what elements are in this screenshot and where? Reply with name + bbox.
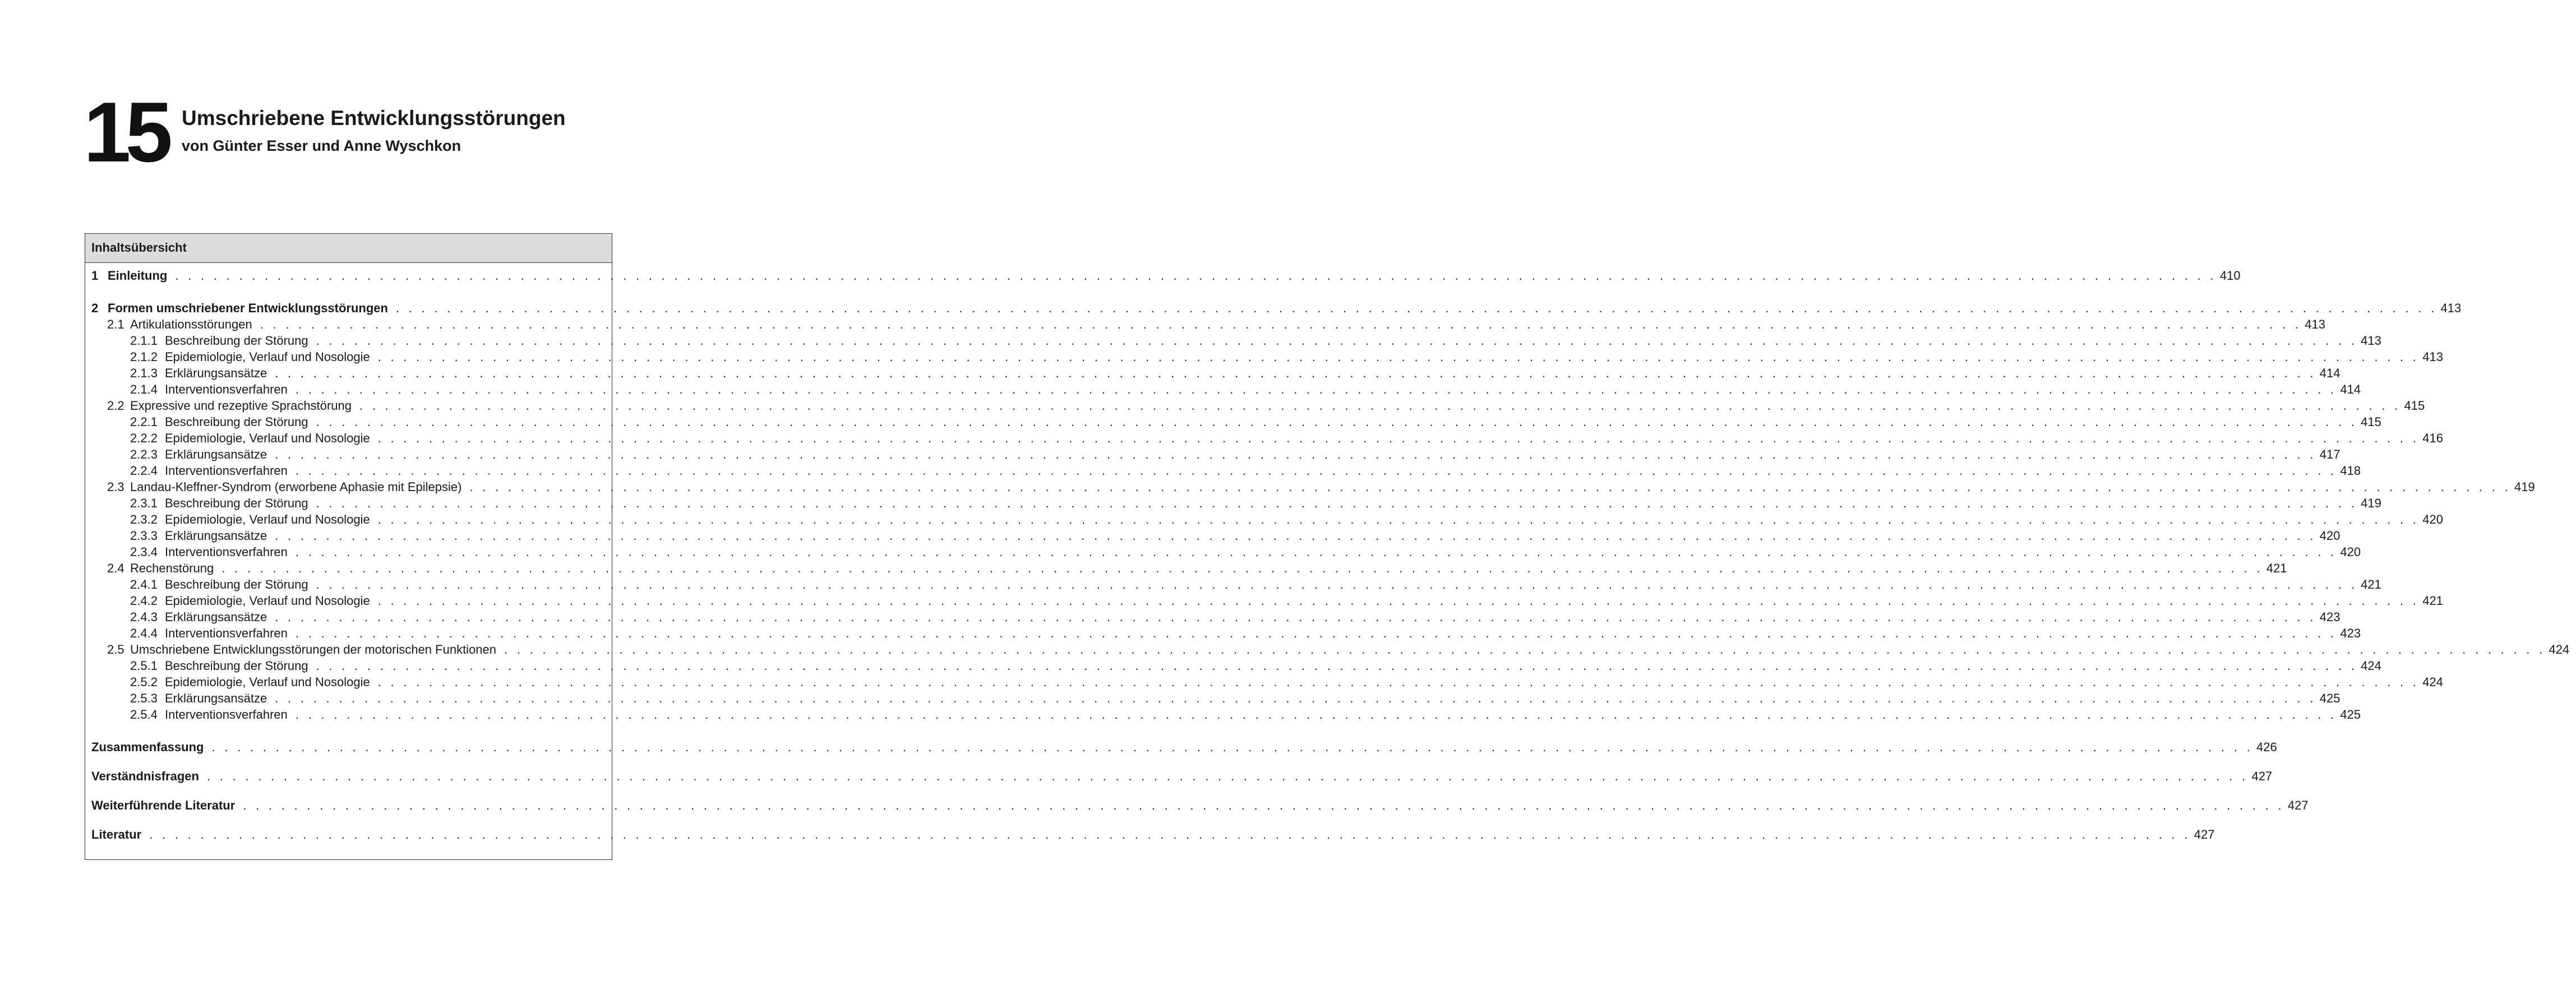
toc-leader-dots: . . . . . . . . . . . . . . . . . . . . . . . . . . . . . . . . . . . . . . . . . . . . . . . . . . . . . . . . . . . . . . . . . . . . . . . . . . . . . . . . . . . . . . . . . . . . . . . . . . . . . . . . . . . . . . . . . . . . . . . . . . . . . . . . . . . . . . . . . . . . . . . . . . . . . . . . . . . . . . . . <box>316 415 2358 429</box>
toc-entry-page: 419 <box>2361 496 2381 510</box>
toc-entry-page: 421 <box>2266 561 2287 575</box>
toc-entry <box>85 511 2443 528</box>
toc-entry <box>85 430 2443 446</box>
toc-leader-dots: . . . . . . . . . . . . . . . . . . . . . . . . . . . . . . . . . . . . . . . . . . . . . . . . . . . . . . . . . . . . . . . . . . . . . . . . . . . . . . . . . . . . . . . . . . . . . . . . . . . . . . . . . . . . . . . . . . . . . . . . . . . . . . . . . . . . . . . . . . . . . . . . . . . . . . . . . . . . . . . . <box>149 827 2191 841</box>
toc-entry-number: 2.1.3 <box>130 366 158 380</box>
toc-leader-dots: . . . . . . . . . . . . . . . . . . . . . . . . . . . . . . . . . . . . . . . . . . . . . . . . . . . . . . . . . . . . . . . . . . . . . . . . . . . . . . . . . . . . . . . . . . . . . . . . . . . . . . . . . . . . . . . . . . . . . . . . . . . . . . . . . . . . . . . . . . . . . . . . . . . . . . . . . . . . . . . . <box>175 269 2217 283</box>
toc-leader-dots: . . . . . . . . . . . . . . . . . . . . . . . . . . . . . . . . . . . . . . . . . . . . . . . . . . . . . . . . . . . . . . . . . . . . . . . . . . . . . . . . . . . . . . . . . . . . . . . . . . . . . . . . . . . . . . . . . . . . . . . . . . . . . . . . . . . . . . . . . . . . . . . . . . . . . . . . . . . . . . . . <box>469 480 2511 494</box>
toc-entry <box>85 625 2361 641</box>
toc-entry-number: 2.2.2 <box>130 431 158 445</box>
toc-entry-label: Erklärungsansätze <box>165 691 267 705</box>
toc-entry <box>85 479 2535 495</box>
toc-entry-page: 424 <box>2361 659 2381 673</box>
toc-entry <box>85 528 2340 544</box>
toc-entry-label: Interventionsverfahren <box>165 707 288 721</box>
toc-leader-dots: . . . . . . . . . . . . . . . . . . . . . . . . . . . . . . . . . . . . . . . . . . . . . . . . . . . . . . . . . . . . . . . . . . . . . . . . . . . . . . . . . . . . . . . . . . . . . . . . . . . . . . . . . . . . . . . . . . . . . . . . . . . . . . . . . . . . . . . . . . . . . . . . . . . . . . . . . . . . . . . . <box>377 431 2420 445</box>
toc-entry-number: 2.4.4 <box>130 626 158 640</box>
toc-leader-dots: . . . . . . . . . . . . . . . . . . . . . . . . . . . . . . . . . . . . . . . . . . . . . . . . . . . . . . . . . . . . . . . . . . . . . . . . . . . . . . . . . . . . . . . . . . . . . . . . . . . . . . . . . . . . . . . . . . . . . . . . . . . . . . . . . . . . . . . . . . . . . . . . . . . . . . . . . . . . . . . . <box>275 610 2316 624</box>
toc-entry-label: Beschreibung der Störung <box>165 334 308 348</box>
toc-entry-page: 414 <box>2319 366 2340 380</box>
toc-entry <box>85 706 2361 723</box>
toc-entry-label: Epidemiologie, Verlauf und Nosologie <box>165 512 370 526</box>
toc-entry <box>85 365 2340 381</box>
toc-entry <box>85 576 2381 593</box>
toc-entry <box>85 397 2425 414</box>
toc-entry-label: Beschreibung der Störung <box>165 415 308 429</box>
toc-entry-number: 2.1.1 <box>130 334 158 348</box>
toc-leader-dots: . . . . . . . . . . . . . . . . . . . . . . . . . . . . . . . . . . . . . . . . . . . . . . . . . . . . . . . . . . . . . . . . . . . . . . . . . . . . . . . . . . . . . . . . . . . . . . . . . . . . . . . . . . . . . . . . . . . . . . . . . . . . . . . . . . . . . . . . . . . . . . . . . . . . . . . . . . . . . . . . <box>395 301 2437 315</box>
toc-entry-page: 420 <box>2422 512 2443 526</box>
toc-entry-label: Epidemiologie, Verlauf und Nosologie <box>165 675 370 689</box>
toc-entry-page: 425 <box>2319 691 2340 705</box>
toc-entry-page: 419 <box>2514 480 2535 494</box>
toc-entry-label: Interventionsverfahren <box>165 545 288 559</box>
toc-entry-label: Rechenstörung <box>130 561 214 575</box>
toc-entry <box>85 609 2340 625</box>
chapter-authors: von Günter Esser und Anne Wyschkon <box>182 137 461 154</box>
toc-entry-page: 413 <box>2361 334 2381 348</box>
toc-entry-label: Epidemiologie, Verlauf und Nosologie <box>165 594 370 608</box>
toc-entry-number: 2 <box>91 301 99 315</box>
toc-entry <box>85 690 2340 706</box>
toc-leader-dots: . . . . . . . . . . . . . . . . . . . . . . . . . . . . . . . . . . . . . . . . . . . . . . . . . . . . . . . . . . . . . . . . . . . . . . . . . . . . . . . . . . . . . . . . . . . . . . . . . . . . . . . . . . . . . . . . . . . . . . . . . . . . . . . . . . . . . . . . . . . . . . . . . . . . . . . . . . . . . . . . <box>295 707 2337 721</box>
toc-entry-page: 427 <box>2251 769 2273 783</box>
toc-entry-number: 2.1 <box>107 317 124 331</box>
toc-entry <box>85 560 2287 576</box>
toc-entry-page: 425 <box>2340 707 2361 721</box>
toc-entry-page: 417 <box>2319 447 2340 461</box>
toc-leader-dots: . . . . . . . . . . . . . . . . . . . . . . . . . . . . . . . . . . . . . . . . . . . . . . . . . . . . . . . . . . . . . . . . . . . . . . . . . . . . . . . . . . . . . . . . . . . . . . . . . . . . . . . . . . . . . . . . . . . . . . . . . . . . . . . . . . . . . . . . . . . . . . . . . . . . . . . . . . . . . . . . <box>275 447 2316 461</box>
toc-entry-label: Expressive und rezeptive Sprachstörung <box>130 399 352 413</box>
chapter-title: Umschriebene Entwicklungsstörungen <box>182 107 566 130</box>
toc-leader-dots: . . . . . . . . . . . . . . . . . . . . . . . . . . . . . . . . . . . . . . . . . . . . . . . . . . . . . . . . . . . . . . . . . . . . . . . . . . . . . . . . . . . . . . . . . . . . . . . . . . . . . . . . . . . . . . . . . . . . . . . . . . . . . . . . . . . . . . . . . . . . . . . . . . . . . . . . . . . . . . . . <box>243 798 2284 812</box>
toc-entry-page: 413 <box>2422 350 2443 364</box>
toc-entry <box>85 414 2381 430</box>
toc-entry <box>85 495 2381 511</box>
toc-entry-label: Epidemiologie, Verlauf und Nosologie <box>165 350 370 364</box>
chapter-header <box>0 0 715 191</box>
toc-entry-number: 2.5.4 <box>130 707 158 721</box>
toc-entry-page: 413 <box>2305 317 2325 331</box>
toc-entry-label: Interventionsverfahren <box>165 464 288 478</box>
toc-entry-label: Literatur <box>91 827 142 841</box>
toc-leader-dots: . . . . . . . . . . . . . . . . . . . . . . . . . . . . . . . . . . . . . . . . . . . . . . . . . . . . . . . . . . . . . . . . . . . . . . . . . . . . . . . . . . . . . . . . . . . . . . . . . . . . . . . . . . . . . . . . . . . . . . . . . . . . . . . . . . . . . . . . . . . . . . . . . . . . . . . . . . . . . . . . <box>377 675 2420 689</box>
toc-entry-page: 420 <box>2319 529 2340 543</box>
table-of-contents <box>85 233 2570 860</box>
toc-entry-label: Epidemiologie, Verlauf und Nosologie <box>165 431 370 445</box>
toc-entry-number: 2.5.1 <box>130 659 158 673</box>
toc-entry-page: 415 <box>2404 399 2425 413</box>
toc-entry <box>85 826 2215 843</box>
toc-entry <box>85 544 2361 560</box>
toc-entry-page: 410 <box>2219 269 2241 283</box>
toc-entry-number: 2.4.2 <box>130 594 158 608</box>
toc-leader-dots: . . . . . . . . . . . . . . . . . . . . . . . . . . . . . . . . . . . . . . . . . . . . . . . . . . . . . . . . . . . . . . . . . . . . . . . . . . . . . . . . . . . . . . . . . . . . . . . . . . . . . . . . . . . . . . . . . . . . . . . . . . . . . . . . . . . . . . . . . . . . . . . . . . . . . . . . . . . . . . . . <box>377 350 2420 364</box>
toc-entry-label: Artikulationsstörungen <box>130 317 252 331</box>
toc-leader-dots: . . . . . . . . . . . . . . . . . . . . . . . . . . . . . . . . . . . . . . . . . . . . . . . . . . . . . . . . . . . . . . . . . . . . . . . . . . . . . . . . . . . . . . . . . . . . . . . . . . . . . . . . . . . . . . . . . . . . . . . . . . . . . . . . . . . . . . . . . . . . . . . . . . . . . . . . . . . . . . . . <box>316 334 2358 348</box>
toc-leader-dots: . . . . . . . . . . . . . . . . . . . . . . . . . . . . . . . . . . . . . . . . . . . . . . . . . . . . . . . . . . . . . . . . . . . . . . . . . . . . . . . . . . . . . . . . . . . . . . . . . . . . . . . . . . . . . . . . . . . . . . . . . . . . . . . . . . . . . . . . . . . . . . . . . . . . . . . . . . . . . . . . <box>206 769 2249 783</box>
toc-entry <box>85 332 2381 349</box>
toc-entry-number: 1 <box>91 269 99 283</box>
toc-leader-dots: . . . . . . . . . . . . . . . . . . . . . . . . . . . . . . . . . . . . . . . . . . . . . . . . . . . . . . . . . . . . . . . . . . . . . . . . . . . . . . . . . . . . . . . . . . . . . . . . . . . . . . . . . . . . . . . . . . . . . . . . . . . . . . . . . . . . . . . . . . . . . . . . . . . . . . . . . . . . . . . . <box>275 691 2316 705</box>
toc-entry-label: Landau-Kleffner-Syndrom (erworbene Aphasie mit Epilepsie) <box>130 480 462 494</box>
toc-entry-label: Zusammenfassung <box>91 740 204 754</box>
toc-entry <box>85 739 2277 755</box>
toc-leader-dots: . . . . . . . . . . . . . . . . . . . . . . . . . . . . . . . . . . . . . . . . . . . . . . . . . . . . . . . . . . . . . . . . . . . . . . . . . . . . . . . . . . . . . . . . . . . . . . . . . . . . . . . . . . . . . . . . . . . . . . . . . . . . . . . . . . . . . . . . . . . . . . . . . . . . . . . . . . . . . . . . <box>377 512 2420 526</box>
toc-entry-number: 2.2 <box>107 399 124 413</box>
toc-leader-dots: . . . . . . . . . . . . . . . . . . . . . . . . . . . . . . . . . . . . . . . . . . . . . . . . . . . . . . . . . . . . . . . . . . . . . . . . . . . . . . . . . . . . . . . . . . . . . . . . . . . . . . . . . . . . . . . . . . . . . . . . . . . . . . . . . . . . . . . . . . . . . . . . . . . . . . . . . . . . . . . . <box>359 399 2401 413</box>
toc-entry-number: 2.3 <box>107 480 124 494</box>
toc-entry-page: 415 <box>2361 415 2381 429</box>
toc-entry <box>85 593 2443 609</box>
toc-entry-page: 427 <box>2194 827 2215 841</box>
toc-leader-dots: . . . . . . . . . . . . . . . . . . . . . . . . . . . . . . . . . . . . . . . . . . . . . . . . . . . . . . . . . . . . . . . . . . . . . . . . . . . . . . . . . . . . . . . . . . . . . . . . . . . . . . . . . . . . . . . . . . . . . . . . . . . . . . . . . . . . . . . . . . . . . . . . . . . . . . . . . . . . . . . . <box>295 382 2337 396</box>
toc-entry-number: 2.3.4 <box>130 545 158 559</box>
toc-entry-label: Umschriebene Entwicklungsstörungen der motorischen Funktionen <box>130 642 497 656</box>
toc-entry-number: 2.5.3 <box>130 691 158 705</box>
toc-leader-dots: . . . . . . . . . . . . . . . . . . . . . . . . . . . . . . . . . . . . . . . . . . . . . . . . . . . . . . . . . . . . . . . . . . . . . . . . . . . . . . . . . . . . . . . . . . . . . . . . . . . . . . . . . . . . . . . . . . . . . . . . . . . . . . . . . . . . . . . . . . . . . . . . . . . . . . . . . . . . . . . . <box>275 366 2316 380</box>
toc-leader-dots: . . . . . . . . . . . . . . . . . . . . . . . . . . . . . . . . . . . . . . . . . . . . . . . . . . . . . . . . . . . . . . . . . . . . . . . . . . . . . . . . . . . . . . . . . . . . . . . . . . . . . . . . . . . . . . . . . . . . . . . . . . . . . . . . . . . . . . . . . . . . . . . . . . . . . . . . . . . . . . . . <box>316 496 2358 510</box>
toc-entry <box>85 797 2309 813</box>
toc-entry-page: 413 <box>2440 301 2462 315</box>
toc-entry-label: Erklärungsansätze <box>165 610 267 624</box>
toc-entry-page: 418 <box>2340 464 2361 478</box>
toc-entry-number: 2.2.1 <box>130 415 158 429</box>
toc-entry-label: Einleitung <box>108 269 168 283</box>
toc-leader-dots: . . . . . . . . . . . . . . . . . . . . . . . . . . . . . . . . . . . . . . . . . . . . . . . . . . . . . . . . . . . . . . . . . . . . . . . . . . . . . . . . . . . . . . . . . . . . . . . . . . . . . . . . . . . . . . . . . . . . . . . . . . . . . . . . . . . . . . . . . . . . . . . . . . . . . . . . . . . . . . . . <box>316 577 2358 591</box>
toc-entry-number: 2.5 <box>107 642 124 656</box>
toc-entry-label: Verständnisfragen <box>91 769 199 783</box>
toc-entry-label: Erklärungsansätze <box>165 529 267 543</box>
toc-entry-label: Interventionsverfahren <box>165 382 288 396</box>
toc-entry-label: Beschreibung der Störung <box>165 577 308 591</box>
toc-leader-dots: . . . . . . . . . . . . . . . . . . . . . . . . . . . . . . . . . . . . . . . . . . . . . . . . . . . . . . . . . . . . . . . . . . . . . . . . . . . . . . . . . . . . . . . . . . . . . . . . . . . . . . . . . . . . . . . . . . . . . . . . . . . . . . . . . . . . . . . . . . . . . . . . . . . . . . . . . . . . . . . . <box>377 594 2420 608</box>
toc-entry-page: 426 <box>2256 740 2277 754</box>
toc-leader-dots: . . . . . . . . . . . . . . . . . . . . . . . . . . . . . . . . . . . . . . . . . . . . . . . . . . . . . . . . . . . . . . . . . . . . . . . . . . . . . . . . . . . . . . . . . . . . . . . . . . . . . . . . . . . . . . . . . . . . . . . . . . . . . . . . . . . . . . . . . . . . . . . . . . . . . . . . . . . . . . . . <box>295 464 2337 478</box>
toc-leader-dots: . . . . . . . . . . . . . . . . . . . . . . . . . . . . . . . . . . . . . . . . . . . . . . . . . . . . . . . . . . . . . . . . . . . . . . . . . . . . . . . . . . . . . . . . . . . . . . . . . . . . . . . . . . . . . . . . . . . . . . . . . . . . . . . . . . . . . . . . . . . . . . . . . . . . . . . . . . . . . . . . <box>211 740 2254 754</box>
toc-entry-label: Erklärungsansätze <box>165 366 267 380</box>
toc-entry-number: 2.5.2 <box>130 675 158 689</box>
toc-entry <box>85 349 2443 365</box>
toc-entry-page: 424 <box>2422 675 2443 689</box>
toc-entry <box>85 658 2381 674</box>
toc-entry <box>85 381 2361 397</box>
toc-leader-dots: . . . . . . . . . . . . . . . . . . . . . . . . . . . . . . . . . . . . . . . . . . . . . . . . . . . . . . . . . . . . . . . . . . . . . . . . . . . . . . . . . . . . . . . . . . . . . . . . . . . . . . . . . . . . . . . . . . . . . . . . . . . . . . . . . . . . . . . . . . . . . . . . . . . . . . . . . . . . . . . . <box>260 317 2302 331</box>
toc-entry-number: 2.4 <box>107 561 124 575</box>
toc-entry-number: 2.3.1 <box>130 496 158 510</box>
toc-entry-page: 414 <box>2340 382 2361 396</box>
toc-entry-number: 2.3.2 <box>130 512 158 526</box>
toc-entry-label: Beschreibung der Störung <box>165 659 308 673</box>
toc-entry-number: 2.2.3 <box>130 447 158 461</box>
toc-entry <box>85 462 2361 479</box>
toc-leader-dots: . . . . . . . . . . . . . . . . . . . . . . . . . . . . . . . . . . . . . . . . . . . . . . . . . . . . . . . . . . . . . . . . . . . . . . . . . . . . . . . . . . . . . . . . . . . . . . . . . . . . . . . . . . . . . . . . . . . . . . . . . . . . . . . . . . . . . . . . . . . . . . . . . . . . . . . . . . . . . . . . <box>221 561 2263 575</box>
toc-entry-page: 421 <box>2422 594 2443 608</box>
toc-entry-number: 2.4.1 <box>130 577 158 591</box>
toc-entry-number: 2.1.4 <box>130 382 158 396</box>
toc-entry-label: Formen umschriebener Entwicklungsstörungen <box>108 301 388 315</box>
toc-leader-dots: . . . . . . . . . . . . . . . . . . . . . . . . . . . . . . . . . . . . . . . . . . . . . . . . . . . . . . . . . . . . . . . . . . . . . . . . . . . . . . . . . . . . . . . . . . . . . . . . . . . . . . . . . . . . . . . . . . . . . . . . . . . . . . . . . . . . . . . . . . . . . . . . . . . . . . . . . . . . . . . . <box>295 626 2337 640</box>
toc-entry <box>85 674 2443 690</box>
toc-heading: Inhaltsübersicht <box>85 234 612 263</box>
toc-leader-dots: . . . . . . . . . . . . . . . . . . . . . . . . . . . . . . . . . . . . . . . . . . . . . . . . . . . . . . . . . . . . . . . . . . . . . . . . . . . . . . . . . . . . . . . . . . . . . . . . . . . . . . . . . . . . . . . . . . . . . . . . . . . . . . . . . . . . . . . . . . . . . . . . . . . . . . . . . . . . . . . . <box>316 659 2358 673</box>
toc-entry-page: 420 <box>2340 545 2361 559</box>
toc-entry-number: 2.1.2 <box>130 350 158 364</box>
toc-entry <box>85 768 2273 784</box>
toc-entry <box>85 446 2340 462</box>
toc-entry-page: 423 <box>2319 610 2340 624</box>
toc-entry-number: 2.3.3 <box>130 529 158 543</box>
toc-entry-label: Interventionsverfahren <box>165 626 288 640</box>
toc-leader-dots: . . . . . . . . . . . . . . . . . . . . . . . . . . . . . . . . . . . . . . . . . . . . . . . . . . . . . . . . . . . . . . . . . . . . . . . . . . . . . . . . . . . . . . . . . . . . . . . . . . . . . . . . . . . . . . . . . . . . . . . . . . . . . . . . . . . . . . . . . . . . . . . . . . . . . . . . . . . . . . . . <box>295 545 2337 559</box>
toc-entry-page: 421 <box>2361 577 2381 591</box>
toc-entry-label: Weiterführende Literatur <box>91 798 236 812</box>
toc-entry-number: 2.2.4 <box>130 464 158 478</box>
toc-entry-page: 423 <box>2340 626 2361 640</box>
toc-entry-page: 424 <box>2549 642 2570 656</box>
toc-leader-dots: . . . . . . . . . . . . . . . . . . . . . . . . . . . . . . . . . . . . . . . . . . . . . . . . . . . . . . . . . . . . . . . . . . . . . . . . . . . . . . . . . . . . . . . . . . . . . . . . . . . . . . . . . . . . . . . . . . . . . . . . . . . . . . . . . . . . . . . . . . . . . . . . . . . . . . . . . . . . . . . . <box>504 642 2546 656</box>
toc-leader-dots: . . . . . . . . . . . . . . . . . . . . . . . . . . . . . . . . . . . . . . . . . . . . . . . . . . . . . . . . . . . . . . . . . . . . . . . . . . . . . . . . . . . . . . . . . . . . . . . . . . . . . . . . . . . . . . . . . . . . . . . . . . . . . . . . . . . . . . . . . . . . . . . . . . . . . . . . . . . . . . . . <box>275 529 2316 543</box>
toc-entry <box>85 300 2462 316</box>
toc-entry-page: 427 <box>2287 798 2309 812</box>
toc-entry <box>85 641 2570 658</box>
toc-entry-page: 416 <box>2422 431 2443 445</box>
toc-entry-label: Erklärungsansätze <box>165 447 267 461</box>
chapter-number: 15 <box>84 85 168 180</box>
toc-entry <box>85 316 2325 332</box>
toc-entry-label: Beschreibung der Störung <box>165 496 308 510</box>
toc-entry-number: 2.4.3 <box>130 610 158 624</box>
toc-entry <box>85 267 2241 284</box>
